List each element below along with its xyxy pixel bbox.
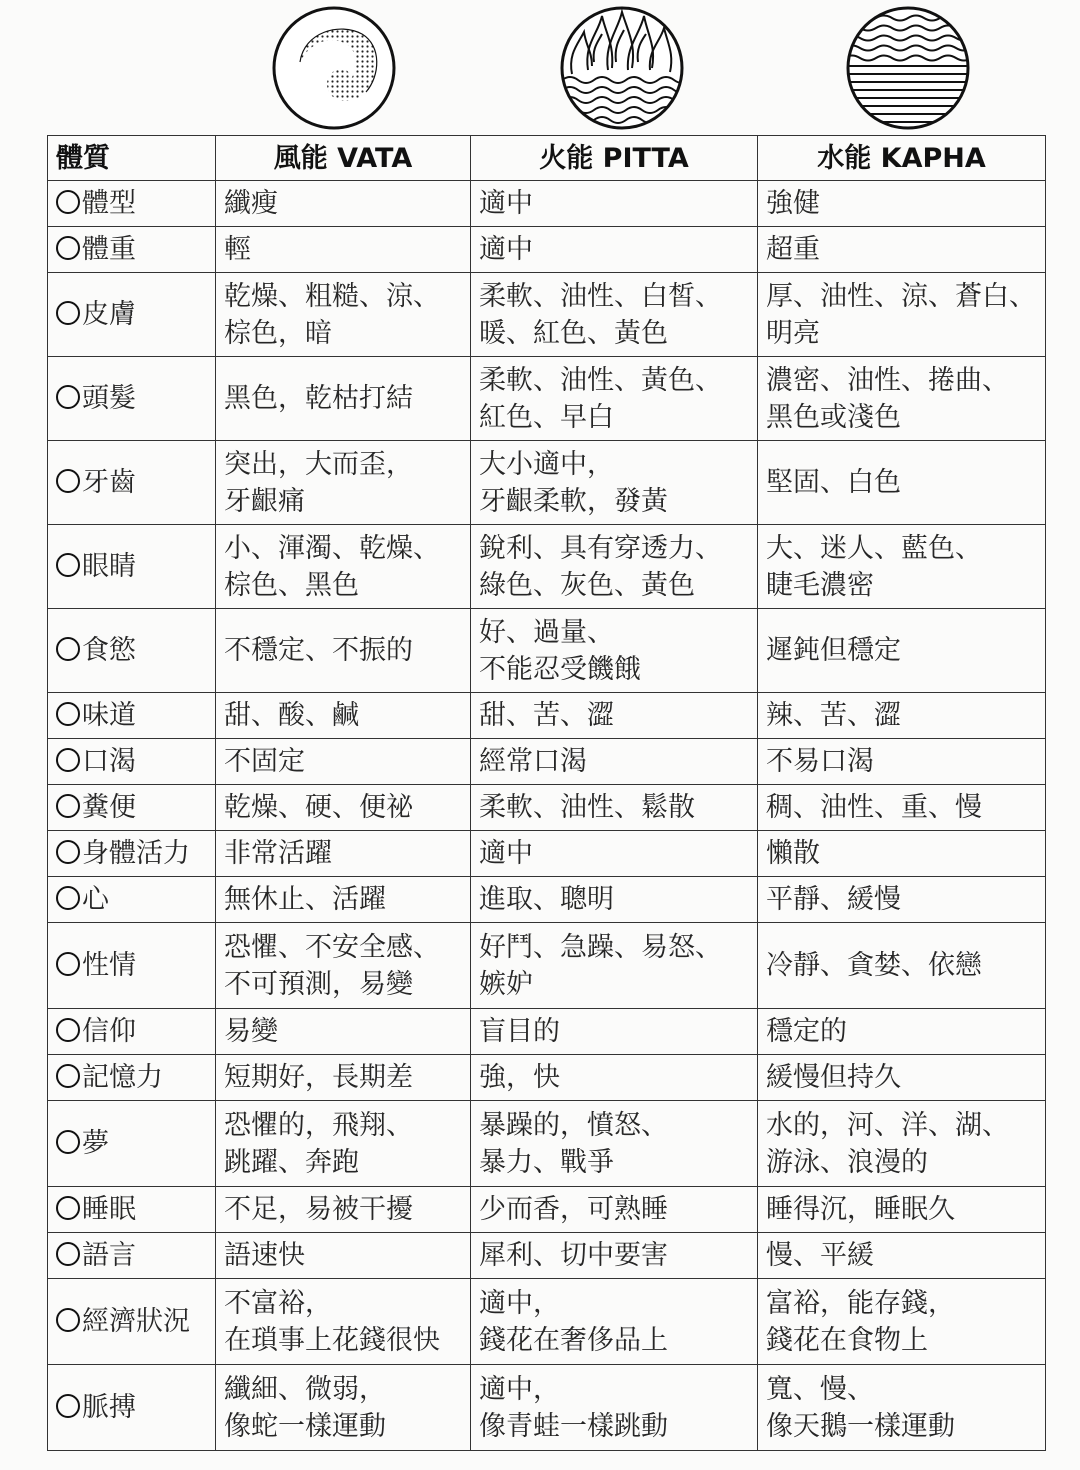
trait-label <box>48 739 216 785</box>
trait-label <box>48 525 216 609</box>
trait-label-text: 體型 <box>82 188 136 219</box>
pitta-cell <box>471 785 758 831</box>
vata-cell-line: 不可預測，易變 <box>224 968 413 1000</box>
table-body <box>48 181 1046 1451</box>
pitta-cell-line: 柔軟、油性、鬆散 <box>479 792 695 823</box>
pitta-cell-line: 適中， <box>479 1287 560 1319</box>
dosha-emblems <box>0 0 1080 135</box>
circle-bullet-icon <box>56 748 80 772</box>
circle-bullet-icon <box>56 637 80 661</box>
kapha-cell-line: 平靜、緩慢 <box>766 884 901 915</box>
circle-bullet-icon <box>56 1064 80 1088</box>
pitta-cell <box>471 1101 758 1187</box>
trait-label <box>48 693 216 739</box>
vata-cell <box>216 877 471 923</box>
vata-cell <box>216 441 471 525</box>
trait-label <box>48 441 216 525</box>
circle-bullet-icon <box>56 1242 80 1266</box>
vata-cell <box>216 923 471 1009</box>
vata-cell-line: 非常活躍 <box>224 838 332 869</box>
pitta-cell <box>471 1279 758 1365</box>
circle-bullet-icon <box>56 794 80 818</box>
pitta-cell <box>471 831 758 877</box>
pitta-cell <box>471 1233 758 1279</box>
circle-bullet-icon <box>56 702 80 726</box>
pitta-cell <box>471 181 758 227</box>
vata-cell <box>216 785 471 831</box>
vata-cell <box>216 609 471 693</box>
table-row <box>48 831 1046 877</box>
pitta-cell-line: 銳利、具有穿透力、 <box>479 532 722 564</box>
vata-cell <box>216 1055 471 1101</box>
trait-column-header: 體質 <box>48 136 216 181</box>
trait-label <box>48 923 216 1009</box>
vata-cell <box>216 1279 471 1365</box>
circle-bullet-icon <box>56 301 80 325</box>
vata-cell-line: 棕色，暗 <box>224 317 332 349</box>
table-row <box>48 693 1046 739</box>
vata-cell-line: 乾燥、硬、便祕 <box>224 792 413 823</box>
dosha-constitution-table <box>47 135 1046 1451</box>
pitta-cell-line: 適中， <box>479 1373 560 1405</box>
trait-label-text: 眼睛 <box>82 551 136 582</box>
vata-cell-line: 棕色、黑色 <box>224 569 359 601</box>
trait-label <box>48 357 216 441</box>
pitta-cell-line: 進取、聰明 <box>479 884 614 915</box>
kapha-cell <box>758 785 1046 831</box>
vata-cell <box>216 227 471 273</box>
table-row <box>48 1101 1046 1187</box>
kapha-cell-line: 慢、平緩 <box>766 1240 874 1271</box>
trait-label-text: 身體活力 <box>82 838 190 869</box>
kapha-cell <box>758 831 1046 877</box>
pitta-cell-line: 適中 <box>479 188 533 219</box>
kapha-cell-line: 富裕，能存錢， <box>766 1287 955 1319</box>
kapha-cell-line: 緩慢但持久 <box>766 1062 901 1093</box>
kapha-cell-line: 寬、慢、 <box>766 1373 874 1405</box>
pitta-cell <box>471 525 758 609</box>
pitta-cell-line: 牙齦柔軟，發黃 <box>479 485 668 517</box>
kapha-cell <box>758 1055 1046 1101</box>
trait-label-text: 口渴 <box>82 746 136 777</box>
circle-bullet-icon <box>56 1196 80 1220</box>
kapha-cell-line: 睫毛濃密 <box>766 569 874 601</box>
kapha-cell-line: 明亮 <box>766 317 820 349</box>
pitta-cell-line: 好、過量、 <box>479 616 614 648</box>
trait-label <box>48 1009 216 1055</box>
pitta-cell <box>471 441 758 525</box>
vata-cell-line: 乾燥、粗糙、涼、 <box>224 280 440 312</box>
vata-cell <box>216 273 471 357</box>
kapha-cell <box>758 1365 1046 1451</box>
pitta-cell-line: 嫉妒 <box>479 968 533 1000</box>
circle-bullet-icon <box>56 553 80 577</box>
vata-cell-line: 易變 <box>224 1016 278 1047</box>
circle-bullet-icon <box>56 1394 80 1418</box>
kapha-cell <box>758 1009 1046 1055</box>
vata-cell-line: 纖瘦 <box>224 188 278 219</box>
table-row <box>48 1187 1046 1233</box>
kapha-cell-line: 不易口渴 <box>766 746 874 777</box>
trait-label-text: 糞便 <box>82 792 136 823</box>
table-row <box>48 923 1046 1009</box>
kapha-cell-line: 穩定的 <box>766 1016 847 1047</box>
pitta-cell-line: 柔軟、油性、白皙、 <box>479 280 722 312</box>
trait-label-text: 頭髮 <box>82 383 136 414</box>
trait-label <box>48 1279 216 1365</box>
table-row <box>48 1233 1046 1279</box>
vata-cell <box>216 181 471 227</box>
pitta-cell-line: 強，快 <box>479 1062 560 1093</box>
kapha-cell <box>758 877 1046 923</box>
pitta-cell-line: 好鬥、急躁、易怒、 <box>479 931 722 963</box>
kapha-cell <box>758 441 1046 525</box>
circle-bullet-icon <box>56 1130 80 1154</box>
pitta-cell <box>471 739 758 785</box>
kapha-cell-line: 濃密、油性、捲曲、 <box>766 364 1009 396</box>
pitta-cell-line: 暖、紅色、黃色 <box>479 317 668 349</box>
trait-label-text: 夢 <box>82 1128 109 1159</box>
vata-cell-line: 纖細、微弱， <box>224 1373 386 1405</box>
vata-cell <box>216 1365 471 1451</box>
pitta-cell-line: 暴躁的，憤怒、 <box>479 1109 668 1141</box>
vata-cell <box>216 525 471 609</box>
pitta-cell-line: 經常口渴 <box>479 746 587 777</box>
vata-cell-line: 不富裕， <box>224 1287 332 1319</box>
table-row <box>48 1279 1046 1365</box>
table-row <box>48 609 1046 693</box>
circle-bullet-icon <box>56 952 80 976</box>
kapha-cell-line: 遲鈍但穩定 <box>766 635 901 666</box>
pitta-cell-line: 犀利、切中要害 <box>479 1240 668 1271</box>
vata-cell-line: 不固定 <box>224 746 305 777</box>
kapha-cell-line: 冷靜、貪婪、依戀 <box>766 950 982 981</box>
pitta-cell-line: 綠色、灰色、黃色 <box>479 569 695 601</box>
trait-label-text: 食慾 <box>82 635 136 666</box>
circle-bullet-icon <box>56 1018 80 1042</box>
trait-label <box>48 181 216 227</box>
kapha-cell-line: 辣、苦、澀 <box>766 700 901 731</box>
kapha-cell-line: 稠、油性、重、慢 <box>766 792 982 823</box>
vata-column-header: 風能 VATA <box>216 136 471 181</box>
pitta-cell-line: 大小適中， <box>479 448 614 480</box>
trait-label-text: 皮膚 <box>82 299 136 330</box>
vata-cell-line: 恐懼的，飛翔、 <box>224 1109 413 1141</box>
kapha-cell-line: 水的，河、洋、湖、 <box>766 1109 1009 1141</box>
kapha-cell <box>758 227 1046 273</box>
pitta-cell-line: 錢花在奢侈品上 <box>479 1324 668 1356</box>
table-row <box>48 1055 1046 1101</box>
vata-cell-line: 在瑣事上花錢很快 <box>224 1324 440 1356</box>
trait-label <box>48 1365 216 1451</box>
trait-label <box>48 1055 216 1101</box>
pitta-cell-line: 少而香，可熟睡 <box>479 1194 668 1225</box>
trait-label <box>48 785 216 831</box>
vata-cell-line: 不足，易被干擾 <box>224 1194 413 1225</box>
kapha-cell-line: 超重 <box>766 234 820 265</box>
trait-label-text: 性情 <box>82 950 136 981</box>
kapha-water-earth-emblem <box>844 4 972 132</box>
vata-cell <box>216 831 471 877</box>
trait-label <box>48 1233 216 1279</box>
trait-label <box>48 831 216 877</box>
table-row <box>48 739 1046 785</box>
vata-cell-line: 恐懼、不安全感、 <box>224 931 440 963</box>
table-header-row <box>48 136 1046 181</box>
table-row <box>48 525 1046 609</box>
circle-bullet-icon <box>56 236 80 260</box>
circle-bullet-icon <box>56 886 80 910</box>
kapha-cell-line: 睡得沉，睡眠久 <box>766 1194 955 1225</box>
kapha-cell-line: 厚、油性、涼、蒼白、 <box>766 280 1036 312</box>
kapha-cell <box>758 1187 1046 1233</box>
table-row <box>48 357 1046 441</box>
kapha-cell-line: 像天鵝一樣運動 <box>766 1410 955 1442</box>
vata-cell <box>216 1233 471 1279</box>
kapha-cell <box>758 181 1046 227</box>
pitta-cell <box>471 273 758 357</box>
trait-label-text: 信仰 <box>82 1016 136 1047</box>
vata-cell-line: 突出，大而歪， <box>224 448 413 480</box>
vata-cell-line: 不穩定、不振的 <box>224 635 413 666</box>
pitta-cell <box>471 1009 758 1055</box>
trait-label <box>48 273 216 357</box>
table-row <box>48 1009 1046 1055</box>
circle-bullet-icon <box>56 1308 80 1332</box>
trait-label <box>48 1101 216 1187</box>
vata-cell <box>216 739 471 785</box>
vata-cell-line: 短期好，長期差 <box>224 1062 413 1093</box>
trait-label-text: 脈搏 <box>82 1392 136 1423</box>
pitta-cell-line: 像青蛙一樣跳動 <box>479 1410 668 1442</box>
kapha-cell-line: 錢花在食物上 <box>766 1324 928 1356</box>
table-row <box>48 441 1046 525</box>
vata-cell-line: 跳躍、奔跑 <box>224 1146 359 1178</box>
pitta-cell <box>471 227 758 273</box>
table-row <box>48 227 1046 273</box>
pitta-cell-line: 盲目的 <box>479 1016 560 1047</box>
trait-label-text: 語言 <box>82 1240 136 1271</box>
kapha-cell <box>758 1233 1046 1279</box>
vata-cell <box>216 357 471 441</box>
pitta-cell-line: 柔軟、油性、黃色、 <box>479 364 722 396</box>
vata-cell-line: 像蛇一樣運動 <box>224 1410 386 1442</box>
vata-cell-line: 黑色，乾枯打結 <box>224 383 413 414</box>
vata-cell-line: 輕 <box>224 234 251 265</box>
pitta-cell-line: 紅色、早白 <box>479 401 614 433</box>
pitta-cell-line: 適中 <box>479 234 533 265</box>
trait-label <box>48 877 216 923</box>
pitta-cell-line: 甜、苦、澀 <box>479 700 614 731</box>
kapha-cell-line: 游泳、浪漫的 <box>766 1146 928 1178</box>
pitta-cell-line: 不能忍受饑餓 <box>479 653 641 685</box>
trait-label-text: 記憶力 <box>82 1062 163 1093</box>
kapha-cell <box>758 739 1046 785</box>
trait-label <box>48 609 216 693</box>
pitta-cell <box>471 357 758 441</box>
pitta-column-header: 火能 PITTA <box>471 136 758 181</box>
pitta-cell-line: 適中 <box>479 838 533 869</box>
vata-air-swirl-emblem <box>270 4 398 132</box>
vata-cell-line: 無休止、活躍 <box>224 884 386 915</box>
pitta-fire-water-emblem <box>558 4 686 132</box>
trait-label-text: 睡眠 <box>82 1194 136 1225</box>
kapha-cell <box>758 609 1046 693</box>
vata-cell-line: 小、渾濁、乾燥、 <box>224 532 440 564</box>
trait-label-text: 牙齒 <box>82 467 136 498</box>
table-row <box>48 785 1046 831</box>
circle-bullet-icon <box>56 469 80 493</box>
kapha-column-header: 水能 KAPHA <box>758 136 1046 181</box>
pitta-cell <box>471 1187 758 1233</box>
pitta-cell <box>471 609 758 693</box>
kapha-cell-line: 強健 <box>766 188 820 219</box>
pitta-cell <box>471 877 758 923</box>
table-row <box>48 1365 1046 1451</box>
kapha-cell <box>758 923 1046 1009</box>
trait-label <box>48 1187 216 1233</box>
vata-cell-line: 語速快 <box>224 1240 305 1271</box>
kapha-cell <box>758 357 1046 441</box>
kapha-cell <box>758 525 1046 609</box>
trait-label <box>48 227 216 273</box>
kapha-cell-line: 懶散 <box>766 838 820 869</box>
kapha-cell-line: 大、迷人、藍色、 <box>766 532 982 564</box>
circle-bullet-icon <box>56 840 80 864</box>
pitta-cell <box>471 1055 758 1101</box>
trait-label-text: 味道 <box>82 700 136 731</box>
kapha-cell <box>758 1101 1046 1187</box>
circle-bullet-icon <box>56 385 80 409</box>
pitta-cell <box>471 693 758 739</box>
vata-cell <box>216 1101 471 1187</box>
vata-cell <box>216 1187 471 1233</box>
table-row <box>48 877 1046 923</box>
circle-bullet-icon <box>56 190 80 214</box>
kapha-cell-line: 堅固、白色 <box>766 467 901 498</box>
pitta-cell <box>471 923 758 1009</box>
table-row <box>48 181 1046 227</box>
trait-label-text: 心 <box>82 884 109 915</box>
pitta-cell-line: 暴力、戰爭 <box>479 1146 614 1178</box>
table-row <box>48 273 1046 357</box>
vata-cell <box>216 693 471 739</box>
pitta-cell <box>471 1365 758 1451</box>
trait-label-text: 體重 <box>82 234 136 265</box>
vata-cell-line: 甜、酸、鹹 <box>224 700 359 731</box>
kapha-cell <box>758 1279 1046 1365</box>
kapha-cell <box>758 693 1046 739</box>
kapha-cell <box>758 273 1046 357</box>
vata-cell <box>216 1009 471 1055</box>
kapha-cell-line: 黑色或淺色 <box>766 401 901 433</box>
trait-label-text: 經濟狀況 <box>82 1306 190 1337</box>
vata-cell-line: 牙齦痛 <box>224 485 305 517</box>
